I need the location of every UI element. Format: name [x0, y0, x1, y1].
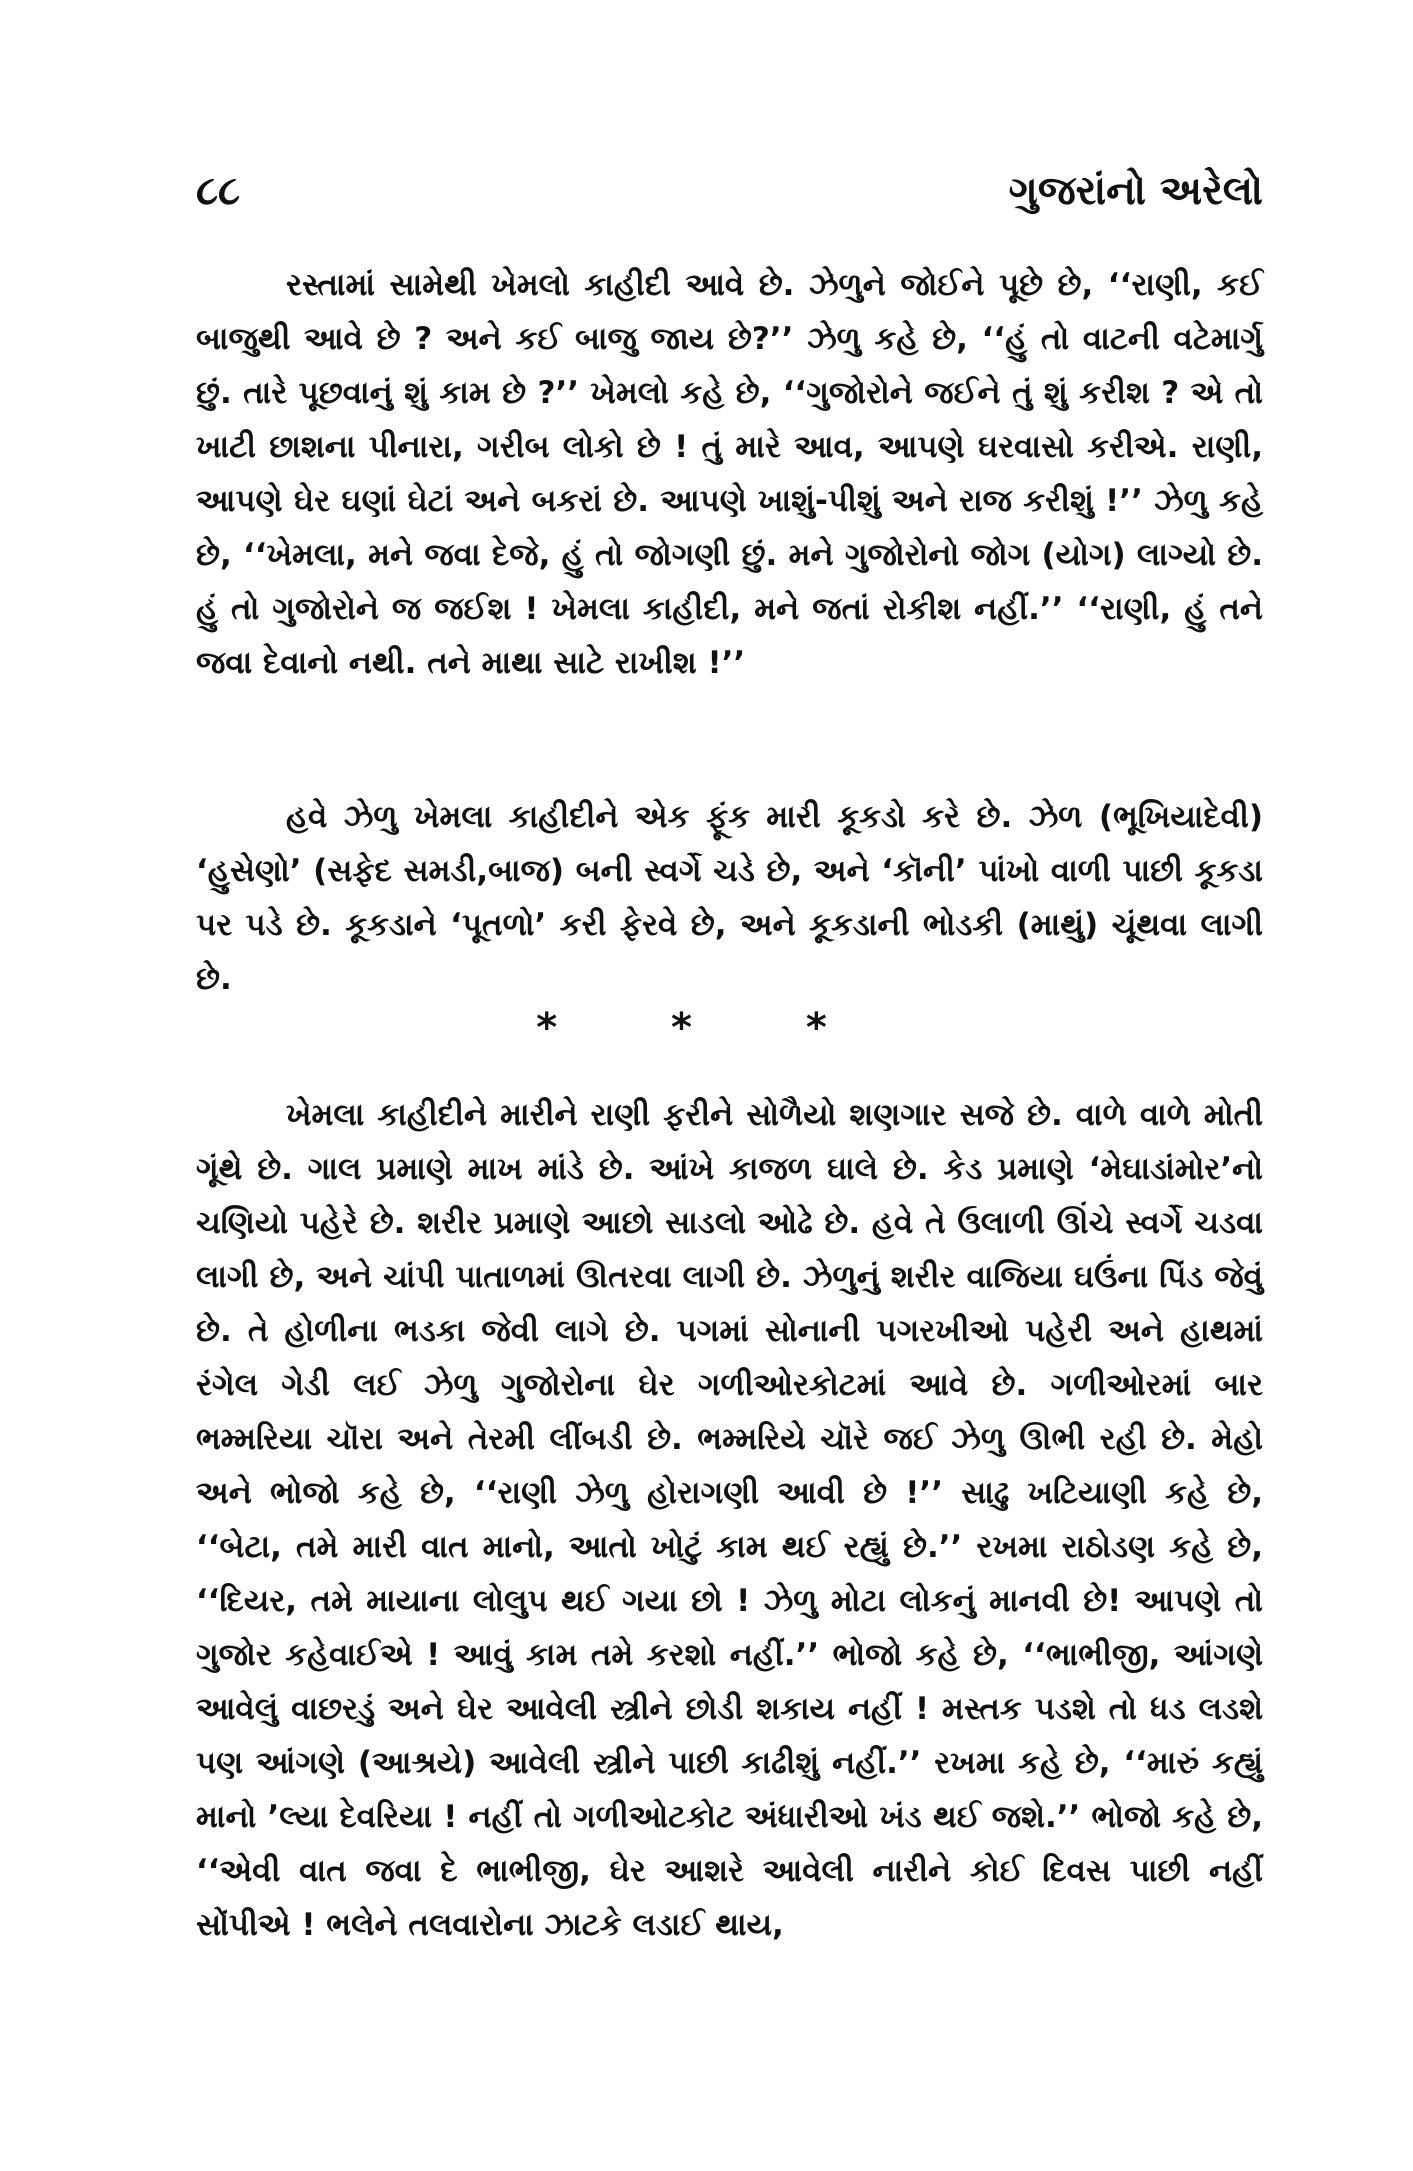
paragraph: ખેમલા કાહીદીને મારીને રાણી ફરીને સોળૈયો શણગાર સજે છે. વાળે વાળે મોતી ગૂંથે છે. ગાલ પ્રમાણે માખ માંડે છે. આંખે કાજળ ઘાલે છે. કેડ પ્રમાણે ‘મેઘાડાંમોર’નો ચણિયો પહેરે છે. શરીર પ્રમાણે આછો સાડલો ઓઢે છે. હવે તે ઉલાળી ઊંચે સ્વર્ગે ચડવા લાગી છે, અને ચાંપી પાતાળમાં ઊતરવા લાગી છે. ઝેળુનું શરીર વાજિયા ઘઉંના પિંડ જેવું છે. તે હોળીના ભડકા જેવી લાગે છે. પગમાં સોનાની પગરખીઓ પહેરી અને હાથમાં રંગેલ ગેડી લઈ ઝેળુ ગુજોરોના ઘેર ગળીઓરકોટમાં આવે છે. ગળીઓરમાં બાર ભમ્મરિયા ચૉરા અને તેરમી લીંબડી છે. ભમ્મરિયે ચૉરે જઈ ઝેળુ ઊભી રહી છે. મેહો અને ભોજો કહે છે, ‘‘રાણી ઝેળુ હોરાગણી આવી છે !’’ સાઢુ ખટિયાણી કહે છે, ‘‘બેટા, તમે મારી વાત માનો, આતો ખોટું કામ થઈ રહ્યું છે.’’ રખમા રાઠોડણ કહે છે, ‘‘દિયર, તમે માયાના લોલુપ થઈ ગયા છો ! ઝેળુ મોટા લોકનું માનવી છે! આપણે તો ગુજોર કહેવાઈએ ! આવું કામ તમે કરશો નહીં.’’ ભોજો કહે છે, ‘‘ભાભીજી, આંગણે આવેલું વાછરડું અને ઘેર આવેલી સ્ત્રીને છોડી શકાય નહીં ! મસ્તક પડશે તો ધડ લડશે પણ આંગણે (આશ્રયે) આવેલી સ્ત્રીને પાછી કાઢીશું નહીં.’’ રખમા કહે છે, ‘‘મારું કહ્યું માનો ’લ્યા દેવરિયા ! નહીં તો ગળીઓટકોટ અંધારીઓ ખંડ થઈ જશે.’’ ભોજો કહે છે, ‘‘એવી વાત જવા દે ભાભીજી, ઘેર આશરે આવેલી નારીને કોઈ દિવસ પાછી નહીં સોંપીએ ! ભલેને તલવારોના ઝાટકે લડાઈ થાય, [196, 1097, 1263, 1943]
paragraph-block-3 [196, 1088, 1263, 1952]
page-header [196, 168, 1263, 228]
running-title: ગુજરાંનો અરેલો [1008, 168, 1263, 214]
paragraph: હવે ઝેળુ ખેમલા કાહીદીને એક ફૂંક મારી કૂકડો કરે છે. ઝેળ (ભૂખિયાદેવી) ‘હુસેણો’ (સફેદ સમડી,બાજ) બની સ્વર્ગે ચડે છે, અને ‘કૉની’ પાંખો વાળી પાછી કૂકડા પર પડે છે. કૂકડાને ‘પૂતળો’ કરી ફેરવે છે, અને કૂકડાની ભોડકી (માથું) ચૂંથવા લાગી છે. [196, 799, 1263, 997]
page-number: ૮૮ [196, 168, 240, 214]
paragraph-block-2 [196, 790, 1263, 1006]
paragraph-block-1 [196, 258, 1263, 690]
section-divider: * * * [536, 1005, 877, 1051]
paragraph: રસ્તામાં સામેથી ખેમલો કાહીદી આવે છે. ઝેળુને જોઈને પૂછે છે, ‘‘રાણી, કઈ બાજુથી આવે છે ? અને કઈ બાજુ જાય છે?’’ ઝેળુ કહે છે, ‘‘હું તો વાટની વટેમાર્ગુ છું. તારે પૂછવાનું શું કામ છે ?’’ ખેમલો કહે છે, ‘‘ગુજોરોને જઈને તું શું કરીશ ? એ તો ખાટી છાશના પીનારા, ગરીબ લોકો છે ! તું મારે આવ, આપણે ઘરવાસો કરીએ. રાણી, આપણે ઘેર ઘણાં ઘેટાં અને બકરાં છે. આપણે ખાશું-પીશું અને રાજ કરીશું !’’ ઝેળુ કહે છે, ‘‘ખેમલા, મને જવા દેજે, હું તો જોગણી છું. મને ગુજોરોનો જોગ (યોગ) લાગ્યો છે. હું તો ગુજોરોને જ જઈશ ! ખેમલા કાહીદી, મને જતાં રોકીશ નહીં.’’ ‘‘રાણી, હું તને જવા દેવાનો નથી. તને માથા સાટે રાખીશ !’’ [196, 267, 1263, 681]
